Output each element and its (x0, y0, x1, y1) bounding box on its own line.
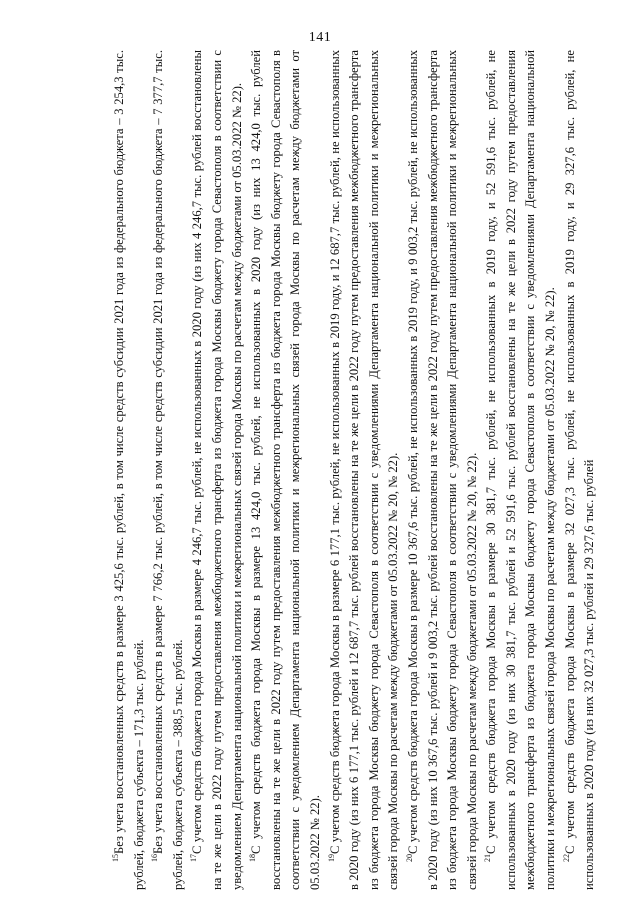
footnote-text: С учетом средств бюджета города Москвы в размере 4 246,7 тыс. рублей, не использованных в 2020 году (из них 4 246,7 тыс. рублей восстановлены на те же цели в 2022 году путем предоставления межбюджетного трансферта из бюджета города Москвы бюджету города Севастополя в соответствии с уведомлением Департамента национальной политики и межрегиональных связей города Москвы по расчетам между бюджетами от 05.03.2022 № 22). (190, 50, 244, 890)
footnote-mark: 19 (326, 854, 336, 862)
footnote-mark: 21 (483, 854, 493, 862)
footnote-mark: 16 (150, 854, 159, 862)
footnote-15 (110, 50, 149, 890)
footnote-mark: 18 (247, 854, 257, 862)
footnote-19 (326, 50, 404, 890)
footnote-17 (188, 50, 247, 890)
footnote-text: Без учета восстановленных средств в размере 3 425,6 тыс. рублей, в том числе средств субсидии 2021 года из федерального бюджета – 3 254,3 тыс. рублей, бюджета субъекта – 171,3 тыс. рублей. (112, 50, 146, 890)
footnote-mark: 15 (110, 854, 120, 862)
footnote-mark: 22 (561, 854, 571, 862)
footnote-mark: 17 (189, 854, 199, 862)
footnote-text: С учетом средств бюджета города Москвы в размере 30 381,7 тыс. рублей, не использованных в 2019 году, и 52 591,6 тыс. рублей, не использованных в 2020 году (из них 30 381,7 тыс. рублей и 52 591,6 тыс. рублей восстановлены на те же цели в 2022 году путем предоставления межбюджетного трансферта из бюджета города Москвы бюджету города Севастополя в соответствии с уведомлениями Департамента национальной политики и межрегиональных связей города Москвы по расчетам между бюджетами от 05.03.2022 № 20, № 22). (484, 50, 558, 890)
footnote-20 (404, 50, 482, 890)
footnote-text: С учетом средств бюджета города Москвы в размере 6 177,1 тыс. рублей, не использованных в 2019 году, и 12 687,7 тыс. рублей, не использованных в 2020 году (из них 6 177,1 тыс. рублей и 12 687,7 тыс. рублей восстановлены на те же цели в 2022 году путем предоставления межбюджетного трансферта из бюджета города Москвы бюджету города Севастополя в соответствии с уведомлениями Департамента национальной политики и межрегиональных связей города Москвы по расчетам между бюджетами от 05.03.2022 № 20, № 22). (327, 50, 401, 890)
footnote-text: С учетом средств бюджета города Москвы в размере 13 424,0 тыс. рублей, не использованных в 2020 году (из них 13 424,0 тыс. рублей восстановлены на те же цели в 2022 году путем предоставления межбюджетного трансферта из бюджета города Москвы бюджету города Севастополя в соответствии с уведомлением Департамента национальной политики и межрегиональных связей города Москвы по расчетам между бюджетами от 05.03.2022 № 22). (249, 50, 322, 890)
footnote-mark: 20 (404, 854, 414, 862)
footnotes-block (110, 50, 615, 890)
footnote-text: Без учета восстановленных средств в размере 7 766,2 тыс. рублей, в том числе средств субсидии 2021 года из федерального бюджета – 7 377,7 тыс. рублей, бюджета субъекта – 388,5 тыс. рублей. (151, 50, 185, 890)
footnote-21 (482, 50, 560, 890)
footnote-18 (247, 50, 325, 890)
footnote-22 (561, 50, 600, 890)
page-number: 141 (308, 30, 332, 45)
footnote-16 (149, 50, 188, 890)
footnote-text: С учетом средств бюджета города Москвы в размере 10 367,6 тыс. рублей, не использованных в 2019 году, и 9 003,2 тыс. рублей, не использованных в 2020 году (из них 10 367,6 тыс. рублей и 9 003,2 тыс. рублей восстановлены на те же цели в 2022 году путем предоставления межбюджетного трансферта из бюджета города Москвы бюджету города Севастополя в соответствии с уведомлениями Департамента национальной политики и межрегиональных связей города Москвы по расчетам между бюджетами от 05.03.2022 № 20, № 22). (405, 50, 479, 890)
footnote-text: С учетом средств бюджета города Москвы в размере 32 027,3 тыс. рублей, не использованных в 2019 году, и 29 327,6 тыс. рублей, не использованных в 2020 году (из них 32 027,3 тыс. рублей и 29 327,6 тыс. рублей (562, 50, 597, 890)
